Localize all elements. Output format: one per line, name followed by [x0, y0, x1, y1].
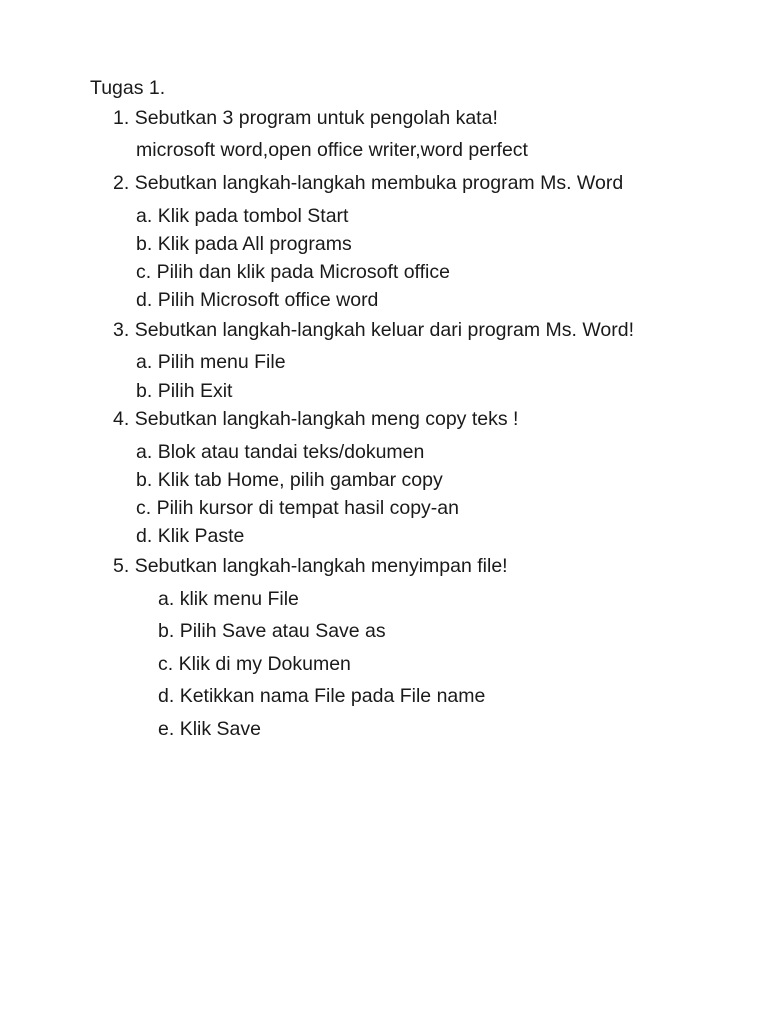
question-number: 5.: [113, 555, 130, 577]
step-letter: a.: [136, 351, 153, 373]
list-item: [158, 652, 351, 676]
step-text: Klik Paste: [157, 525, 245, 547]
question-text: Sebutkan langkah-langkah meng copy teks !: [134, 408, 519, 430]
question-text: Sebutkan langkah-langkah menyimpan file!: [134, 555, 508, 577]
step-letter: d.: [136, 289, 153, 311]
question-3: [113, 318, 634, 342]
list-item: [136, 496, 459, 520]
list-item: [136, 468, 443, 492]
document-heading: Tugas 1.: [90, 77, 166, 99]
step-text: klik menu File: [179, 588, 299, 610]
step-letter: b.: [158, 620, 175, 642]
step-text: Klik di my Dokumen: [178, 653, 351, 675]
list-item: [136, 260, 450, 284]
list-item: [136, 440, 424, 464]
step-letter: d.: [136, 525, 153, 547]
question-2: [113, 171, 623, 195]
step-text: Klik Save: [179, 718, 261, 740]
step-text: Blok atau tandai teks/dokumen: [157, 441, 425, 463]
question-text: Sebutkan 3 program untuk pengolah kata!: [134, 107, 498, 129]
step-letter: c.: [136, 261, 152, 283]
question-1-answer: microsoft word,open office writer,word perfect: [136, 139, 528, 161]
step-letter: c.: [158, 653, 174, 675]
step-letter: b.: [136, 469, 153, 491]
step-text: Pilih menu File: [157, 351, 286, 373]
step-letter: b.: [136, 233, 153, 255]
list-item: [136, 232, 352, 256]
list-item: [158, 587, 299, 611]
list-item: [136, 524, 244, 548]
step-letter: a.: [136, 205, 153, 227]
question-4: [113, 407, 518, 431]
question-5: [113, 554, 508, 578]
question-text: Sebutkan langkah-langkah keluar dari program Ms. Word!: [134, 319, 635, 341]
question-number: 4.: [113, 408, 130, 430]
list-item: [136, 350, 286, 374]
step-letter: c.: [136, 497, 152, 519]
step-letter: d.: [158, 685, 175, 707]
list-item: [136, 379, 232, 403]
step-letter: a.: [136, 441, 153, 463]
step-text: Pilih Save atau Save as: [179, 620, 386, 642]
question-number: 2.: [113, 172, 130, 194]
step-text: Klik tab Home, pilih gambar copy: [157, 469, 443, 491]
question-text: Sebutkan langkah-langkah membuka program Ms. Word: [134, 172, 624, 194]
question-number: 3.: [113, 319, 130, 341]
list-item: [158, 619, 386, 643]
list-item: [136, 288, 378, 312]
step-text: Pilih Microsoft office word: [157, 289, 379, 311]
step-letter: a.: [158, 588, 175, 610]
step-letter: b.: [136, 380, 153, 402]
step-text: Klik pada tombol Start: [157, 205, 349, 227]
step-text: Ketikkan nama File pada File name: [179, 685, 486, 707]
list-item: [136, 204, 348, 228]
list-item: [158, 684, 485, 708]
step-text: Pilih Exit: [157, 380, 233, 402]
step-text: Pilih dan klik pada Microsoft office: [156, 261, 450, 283]
list-item: [158, 717, 261, 741]
step-text: Pilih kursor di tempat hasil copy-an: [156, 497, 459, 519]
step-letter: e.: [158, 718, 175, 740]
question-number: 1.: [113, 107, 130, 129]
step-text: Klik pada All programs: [157, 233, 352, 255]
question-1: [113, 106, 498, 130]
